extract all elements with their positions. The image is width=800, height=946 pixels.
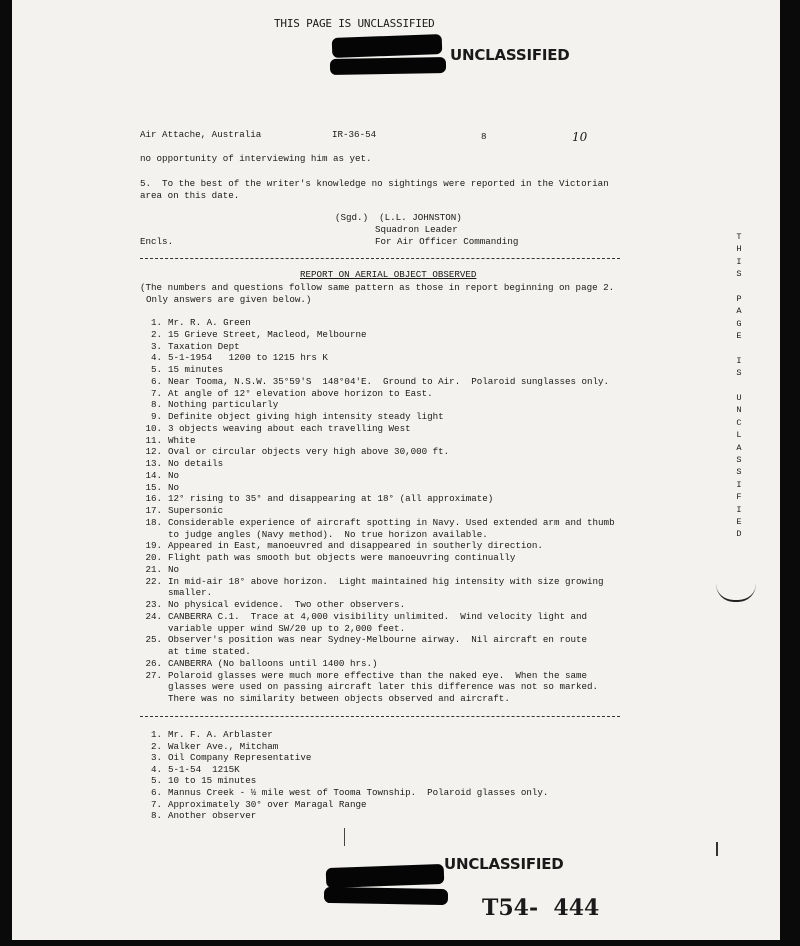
redaction-bar-bottom <box>326 864 445 888</box>
item-number: 8. <box>150 810 162 822</box>
list-item <box>140 493 493 505</box>
item-number <box>140 646 168 658</box>
item-text: At angle of 12° elevation above horizon to East. <box>168 387 433 399</box>
item-text: 10 to 15 minutes <box>168 775 257 787</box>
item-text: variable upper wind SW/20 up to 2,000 feet. <box>168 622 406 634</box>
item-number: 5. <box>150 775 162 787</box>
item-text: Considerable experience of aircraft spotting in Navy. Used extended arm and thumb <box>168 516 615 528</box>
item-text: to judge angles (Navy method). No true horizon available. <box>168 528 488 540</box>
item-number: 1. <box>150 729 162 740</box>
item-text: Appeared in East, manoeuvred and disappeared in southerly direction. <box>168 540 543 552</box>
list-item <box>140 446 449 458</box>
side-stamp-letter: U <box>736 393 742 404</box>
list-item <box>140 693 510 705</box>
side-stamp-letter: E <box>736 331 742 342</box>
list-item <box>140 787 548 799</box>
item-number: 26. <box>145 657 162 669</box>
item-text: No <box>168 563 180 575</box>
list-item <box>140 576 604 588</box>
list-item <box>140 658 378 670</box>
enclosures-label: Encls. <box>140 236 174 247</box>
bottom-unclassified-stamp: UNCLASSIFIED <box>444 855 564 873</box>
item-text: glasses were used on passing aircraft later this difference was not so marked. <box>168 681 599 693</box>
item-number: 2. <box>150 740 162 752</box>
item-number: 27. <box>145 669 162 681</box>
side-stamp-letter: I <box>736 256 742 267</box>
item-text: No details <box>168 458 224 469</box>
item-number <box>140 681 168 693</box>
side-stamp-letter: C <box>736 417 742 428</box>
side-stamp-letter: N <box>736 405 742 416</box>
list-item <box>140 341 240 353</box>
list-item <box>140 810 256 822</box>
item-number: 13. <box>145 458 162 469</box>
list-item <box>140 623 405 635</box>
item-text: Near Tooma, N.S.W. 35°59'S 148°04'E. Ground to Air. Polaroid sunglasses only. <box>168 375 610 387</box>
list-item <box>140 634 587 646</box>
list-item <box>140 764 240 776</box>
item-text: 5-1-54 1215K <box>168 763 240 775</box>
item-text: Walker Ave., Mitcham <box>168 740 279 752</box>
body-line-1: no opportunity of interviewing him as yet. <box>140 153 372 164</box>
item-number: 19. <box>145 540 162 552</box>
side-stamp-letter: A <box>736 306 742 317</box>
side-stamp-letter: G <box>736 318 742 329</box>
side-stamp-letter: P <box>736 293 742 304</box>
redaction-bar-top-2 <box>330 57 446 75</box>
item-number: 1. <box>150 317 162 328</box>
side-stamp-letter: A <box>736 442 742 453</box>
report-intro-line-1: (The numbers and questions follow same pattern as those in report beginning on page 2. <box>140 282 615 293</box>
item-text: Supersonic <box>168 505 224 516</box>
item-number: 4. <box>150 763 162 775</box>
item-text: 12° rising to 35° and disappearing at 18° (all approximate) <box>168 493 494 505</box>
top-unclassified-stamp: UNCLASSIFIED <box>450 46 570 64</box>
item-number: 3. <box>150 340 162 352</box>
side-stamp-letter: S <box>736 455 742 466</box>
list-item <box>140 435 196 447</box>
item-number: 6. <box>150 787 162 798</box>
item-number <box>140 693 168 705</box>
item-text: Taxation Dept <box>168 340 240 352</box>
list-item <box>140 564 179 576</box>
item-number: 17. <box>145 505 162 516</box>
item-number: 9. <box>150 411 162 422</box>
item-text: Approximately 30° over Maragal Range <box>168 798 367 810</box>
list-item <box>140 329 366 341</box>
item-number: 21. <box>145 563 162 575</box>
handwritten-page-number: 10 <box>572 130 588 144</box>
item-text: Another observer <box>168 810 257 822</box>
item-text: 15 minutes <box>168 364 224 375</box>
list-item <box>140 423 411 435</box>
item-text: Oil Company Representative <box>168 752 312 764</box>
item-text: at time stated. <box>168 646 251 657</box>
list-item <box>140 729 273 741</box>
item-text: CANBERRA (No balloons until 1400 hrs.) <box>168 657 378 669</box>
document-page <box>12 0 780 940</box>
signature-rank: Squadron Leader <box>375 224 458 235</box>
signature-sgd: (Sgd.) (L.L. JOHNSTON) <box>335 212 462 223</box>
side-stamp-letter: F <box>736 492 742 503</box>
list-item <box>140 317 251 329</box>
document-number: T54- 444 <box>482 895 600 921</box>
list-item <box>140 799 366 811</box>
list-item <box>140 741 278 753</box>
side-stamp-letter: S <box>736 269 742 280</box>
list-item <box>140 388 433 400</box>
item-number: 4. <box>150 352 162 364</box>
item-text: 3 objects weaving about each travelling West <box>168 422 411 434</box>
item-number: 23. <box>145 599 162 610</box>
side-stamp-letter: D <box>736 529 742 540</box>
item-number: 6. <box>150 375 162 387</box>
side-bracket-mark <box>716 560 756 602</box>
report-number: IR-36-54 <box>332 129 377 140</box>
item-number: 3. <box>150 752 162 764</box>
item-number: 18. <box>145 516 162 528</box>
item-text: Definite object giving high intensity steady light <box>168 411 444 422</box>
top-classification-stamp: THIS PAGE IS UNCLASSIFIED <box>274 17 435 30</box>
side-classification-stamp <box>732 232 746 542</box>
list-item <box>140 411 444 423</box>
item-number <box>140 529 168 541</box>
item-text: CANBERRA C.1. Trace at 4,000 visibility unlimited. Wind velocity light and <box>168 610 588 622</box>
item-number: 2. <box>150 328 162 340</box>
item-number <box>140 623 168 635</box>
side-stamp-letter: I <box>736 479 742 490</box>
item-number: 7. <box>150 387 162 399</box>
item-text: smaller. <box>168 587 213 599</box>
item-text: No physical evidence. Two other observers. <box>168 599 406 610</box>
letterhead-from: Air Attache, Australia <box>140 129 262 140</box>
item-text: No <box>168 481 180 493</box>
list-item <box>140 458 223 470</box>
side-stamp-letter: H <box>736 244 742 255</box>
list-item <box>140 681 598 693</box>
list-item <box>140 364 223 376</box>
list-item <box>140 470 179 482</box>
item-number: 25. <box>145 634 162 646</box>
list-item <box>140 646 251 658</box>
scan-mark <box>716 842 718 856</box>
item-number: 8. <box>150 399 162 411</box>
list-item <box>140 611 587 623</box>
item-number: 11. <box>145 434 162 446</box>
side-stamp-letter: S <box>736 467 742 478</box>
redaction-bar-top <box>332 34 443 58</box>
paragraph-5-line-2: area on this date. <box>140 190 240 201</box>
side-stamp-letter: L <box>736 430 742 441</box>
item-text: Oval or circular objects very high above 30,000 ft. <box>168 446 450 458</box>
list-item <box>140 376 609 388</box>
item-number: 22. <box>145 575 162 587</box>
list-item <box>140 670 587 682</box>
item-number: 12. <box>145 446 162 458</box>
list-item <box>140 599 405 611</box>
list-item <box>140 752 311 764</box>
item-text: In mid-air 18° above horizon. Light maintained hig intensity with size growing <box>168 575 604 587</box>
section-divider-2 <box>140 716 620 717</box>
side-stamp-letter: I <box>736 504 742 515</box>
list-item <box>140 399 278 411</box>
item-number: 24. <box>145 610 162 622</box>
item-text: Polaroid glasses were much more effective than the naked eye. When the same <box>168 669 588 681</box>
item-number: 7. <box>150 798 162 810</box>
section-divider-1 <box>140 258 620 259</box>
list-item <box>140 587 212 599</box>
list-item <box>140 540 543 552</box>
report-title: REPORT ON AERIAL OBJECT OBSERVED <box>300 269 477 280</box>
side-stamp-letter: S <box>736 368 742 379</box>
item-text: There was no similarity between objects observed and aircraft. <box>168 693 510 704</box>
list-item <box>140 517 615 529</box>
signature-for: For Air Officer Commanding <box>375 236 519 247</box>
item-number: 5. <box>150 364 162 375</box>
item-text: Mr. R. A. Green <box>168 317 251 328</box>
side-stamp-letter: T <box>736 232 742 242</box>
list-item <box>140 482 179 494</box>
scan-mark <box>344 828 345 846</box>
list-item <box>140 775 256 787</box>
item-number: 20. <box>145 552 162 563</box>
list-item <box>140 505 223 517</box>
item-number <box>140 587 168 599</box>
side-stamp-letter: I <box>736 355 742 366</box>
paragraph-5-line-1: 5. To the best of the writer's knowledge no sightings were reported in the Victorian <box>140 178 609 189</box>
list-item <box>140 529 488 541</box>
item-text: White <box>168 434 196 446</box>
item-text: Mr. F. A. Arblaster <box>168 729 273 740</box>
item-number: 16. <box>145 493 162 505</box>
item-text: Flight path was smooth but objects were manoeuvring continually <box>168 552 516 563</box>
item-text: 15 Grieve Street, Macleod, Melbourne <box>168 328 367 340</box>
item-text: Mannus Creek - ½ mile west of Tooma Township. Polaroid glasses only. <box>168 787 549 798</box>
list-item <box>140 352 328 364</box>
item-text: 5-1-1954 1200 to 1215 hrs K <box>168 352 328 364</box>
redaction-bar-bottom-2 <box>324 887 448 905</box>
item-number: 10. <box>145 422 162 434</box>
item-number: 15. <box>145 481 162 493</box>
list-item <box>140 552 515 564</box>
page-number: 8 <box>481 131 487 142</box>
side-stamp-letter: E <box>736 516 742 527</box>
item-text: Nothing particularly <box>168 399 279 411</box>
report-intro-line-2: Only answers are given below.) <box>146 294 312 305</box>
item-text: No <box>168 469 180 481</box>
item-text: Observer's position was near Sydney-Melbourne airway. Nil aircraft en route <box>168 634 588 646</box>
item-number: 14. <box>145 469 162 481</box>
